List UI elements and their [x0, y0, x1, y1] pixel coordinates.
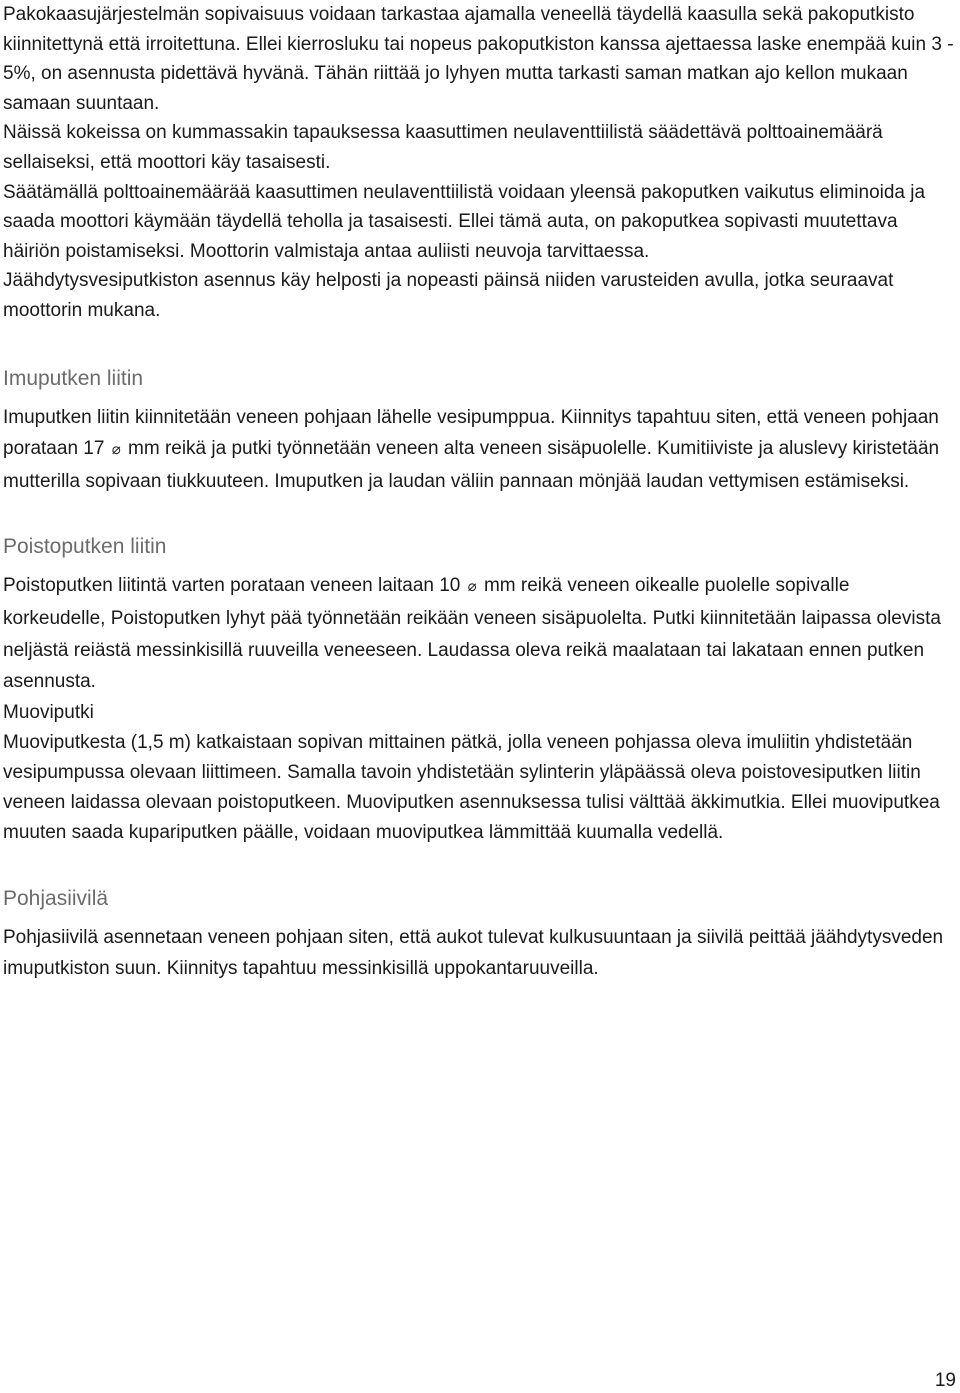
intro-section: [3, 0, 957, 326]
section-pohjasiivila: [3, 884, 957, 985]
poistoputki-text-start: Poistoputken liitintä varten porataan veneen laitaan 10: [3, 575, 466, 597]
imuputki-paragraph: [3, 402, 957, 498]
imuputki-text-end: mm reikä ja putki työnnetään veneen alta veneen sisäpuolelle. Kumitiiviste ja aluslevy kiristetään mutterilla sopivaan tiukkuuteen. Imuputken ja laudan väliin pannaan mönjää laudan vettymisen estämiseksi.: [3, 438, 940, 492]
intro-paragraph-3: Säätämällä polttoainemäärää kaasuttimen neulaventtiilistä voidaan yleensä pakoputken vaikutus eliminoida ja saada moottori käymään täydellä teholla ja tasaisesti. Ellei tämä auta, on pakoputkea sopivasti muutettava häiriön poistamiseksi. Moottorin valmistaja antaa auliisti neuvoja tarvittaessa.: [3, 181, 926, 262]
intro-paragraph-2: Näissä kokeissa on kummassakin tapauksessa kaasuttimen neulaventtiilistä säädettävä polttoainemäärä sellaiseksi, että moottori käy tasaisesti.: [3, 122, 883, 173]
section-heading-pohjasiivila: Pohjasiivilä: [3, 886, 109, 910]
diameter-symbol-icon: ⌀: [111, 441, 121, 459]
section-heading-poistoputki: Poistoputken liitin: [3, 535, 167, 559]
diameter-symbol-icon: ⌀: [467, 578, 477, 596]
intro-paragraph-4: Jäähdytysvesiputkiston asennus käy helposti ja nopeasti päinsä niiden varusteiden avulla, jotka seuraavat moottorin mukana.: [3, 270, 894, 321]
intro-paragraph-1: Pakokaasujärjestelmän sopivaisuus voidaan tarkastaa ajamalla veneellä täydellä kaasulla sekä pakoputkisto kiinnitettynä että irroitettuna. Ellei kierrosluku tai nopeus pakoputkiston kanssa ajettaessa laske enempää kuin 3 - 5%, on asennusta pidettävä hyvänä. Tähän riittää jo lyhyen mutta tarkasti saman matkan ajo kellon mukaan samaan suuntaan.: [3, 4, 954, 114]
section-heading-imuputki: Imuputken liitin: [3, 366, 144, 390]
section-imuputki: [3, 364, 957, 498]
muoviputki-subheading: Muoviputki: [3, 701, 94, 723]
muoviputki-paragraph: Muoviputkesta (1,5 m) katkaistaan sopivan mittainen pätkä, jolla veneen pohjassa oleva imuliitin yhdistetään vesipumpussa olevaan liittimeen. Samalla tavoin yhdistetään sylinterin yläpäässä oleva poistovesiputken liitin veneen laidassa olevaan poistoputkeen. Muoviputken asennuksessa tulisi välttää äkkimutkia. Ellei muoviputkea muuten saada kupariputken päälle, voidaan muoviputkea lämmittää kuumalla vedellä.: [3, 731, 940, 843]
poistoputki-paragraph: [3, 570, 957, 697]
poistoputki-text-end: mm reikä veneen oikealle puolelle sopivalle korkeudelle, Poistoputken lyhyt pää työnnetään reikään veneen sisäpuolelta. Putki kiinnitetään laipassa olevista neljästä reiästä messinkisillä ruuveilla veneeseen. Laudassa oleva reikä maalataan tai lakataan ennen putken asennusta.: [3, 575, 941, 693]
imuputki-text-start: Imuputken liitin kiinnitetään veneen pohjaan lähelle vesipumppua. Kiinnitys tapahtuu siten, että veneen pohjaan porataan 17: [3, 406, 939, 460]
pohjasiivila-paragraph: Pohjasiivilä asennetaan veneen pohjaan siten, että aukot tulevat kulkusuuntaan ja siivilä peittää jäähdytysveden imuputkiston suun. Kiinnitys tapahtuu messinkisillä uppokantaruuveilla.: [3, 926, 944, 980]
document-page: [3, 0, 957, 985]
page-number: 19: [934, 1370, 956, 1391]
section-poistoputki: [3, 532, 957, 847]
